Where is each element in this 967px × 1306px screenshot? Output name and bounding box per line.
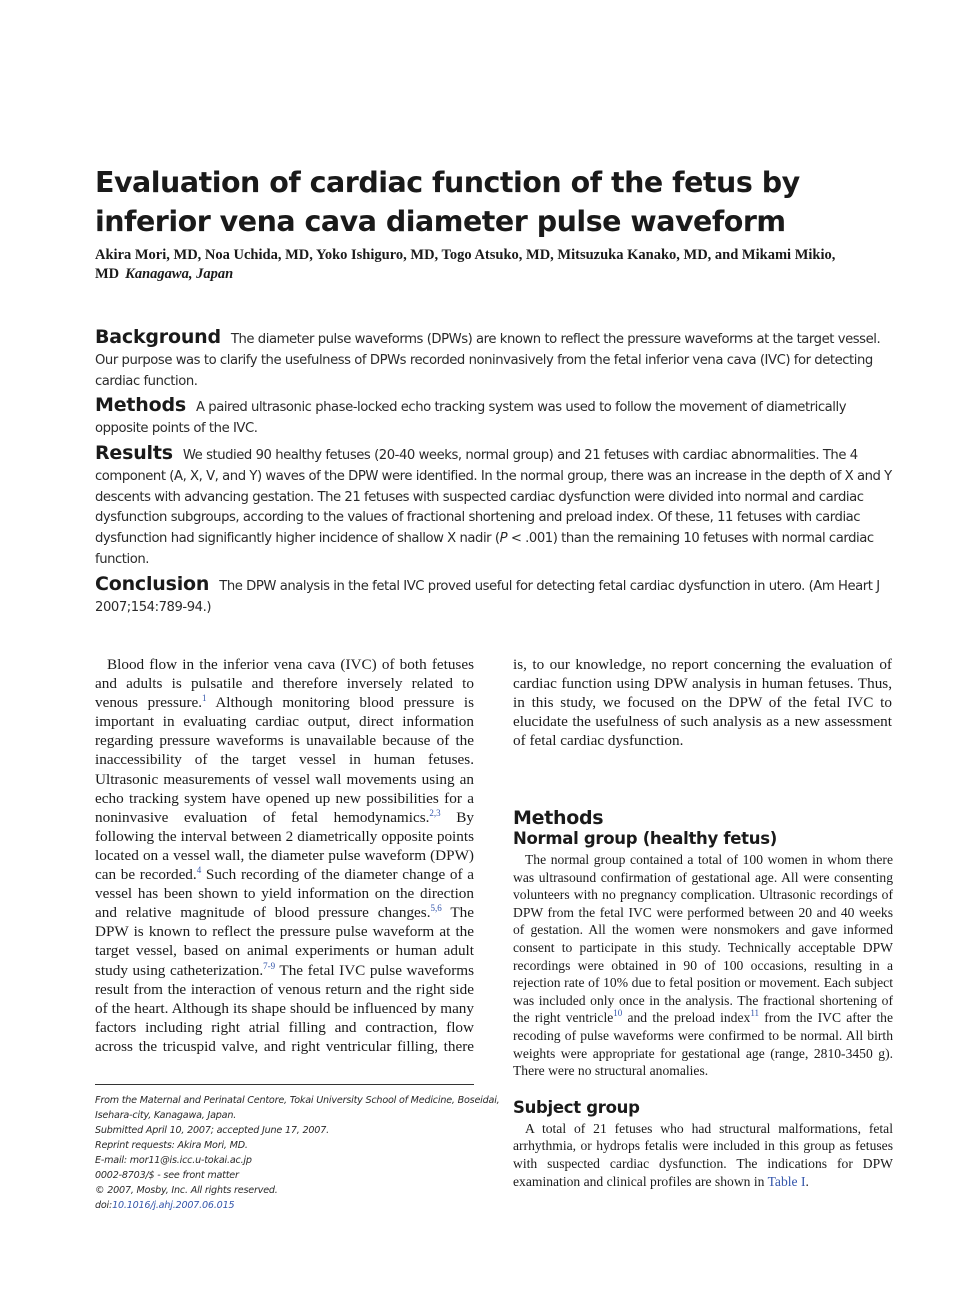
intro-text: The DPW is known to reflect the pressure pulse waveform at the target vessel, based on animal experiments or human adult study using catheterization. bbox=[95, 904, 474, 979]
subject-group-heading: Subject group bbox=[513, 1097, 640, 1117]
intro-paragraph bbox=[95, 655, 474, 1055]
abstract-conclusion-text: The DPW analysis in the fetal IVC proved useful for detecting fetal cardiac dysfunction in utero. (Am Heart J 2007;154:789-94.) bbox=[95, 578, 880, 615]
intro-text: Blood flow in the inferior vena cava (IVC) of both fetuses and adults is pulsatile and therefore inversely related to venous pressure. bbox=[95, 656, 474, 712]
doi-link[interactable]: 10.1016/j.ahj.2007.06.015 bbox=[112, 1200, 235, 1211]
author-names: Akira Mori, MD, Noa Uchida, MD, Yoko Ishiguro, MD, Togo Atsuko, MD, Mitsuzuka Kanako, MD, and Mikami Mikio, MD bbox=[95, 247, 836, 282]
intro-text: By following the interval between 2 diametrically opposite points located on a vessel wall, the diameter pulse waveform (DPW) can be recorded. bbox=[95, 808, 474, 884]
citation-ref[interactable]: 2,3 bbox=[429, 807, 441, 818]
abstract-conclusion-heading: Conclusion bbox=[95, 572, 210, 595]
footnote-divider bbox=[95, 1084, 474, 1085]
footnotes bbox=[95, 1093, 500, 1213]
subject-group-text: A total of 21 fetuses who had structural malformations, fetal arrhythmia, or hydrops fetalis were included in this group as fetuses with suspected cardiac dysfunction. The indications for DPW examination and clinical profiles are shown in bbox=[513, 1120, 893, 1189]
intro-text: Such recording of the diameter change of a vessel has been shown to yield information on the direction and relative magnitude of blood pressure changes. bbox=[95, 866, 474, 922]
abstract-background-heading: Background bbox=[95, 326, 221, 348]
citation-ref[interactable]: 4 bbox=[196, 865, 202, 876]
footnote-copyright: © 2007, Mosby, Inc. All rights reserved. bbox=[95, 1185, 278, 1196]
citation-ref[interactable]: 5,6 bbox=[430, 903, 442, 914]
methods-heading: Methods bbox=[513, 807, 604, 829]
normal-group-paragraph bbox=[513, 851, 893, 1080]
abstract-background bbox=[95, 327, 895, 392]
subject-group-text: . bbox=[805, 1173, 809, 1189]
footnote-email[interactable]: E-mail: mor11@is.icc.u-tokai.ac.jp bbox=[95, 1155, 252, 1166]
citation-ref[interactable]: 7-9 bbox=[263, 960, 276, 971]
abstract-results-p: P bbox=[499, 531, 508, 547]
abstract-results-text-2: < .001) than the remaining 10 fetuses with normal cardiac function. bbox=[95, 531, 874, 567]
right-column-continuation bbox=[513, 655, 893, 795]
footnote-affiliation: From the Maternal and Perinatal Centore, Tokai University School of Medicine, Boseidai, bbox=[95, 1095, 500, 1106]
footnote-issn: 0002-8703/$ - see front matter bbox=[95, 1170, 239, 1181]
abstract-methods-text: A paired ultrasonic phase-locked echo tracking system was used to follow the movement of diametrically opposite points of the IVC. bbox=[95, 400, 847, 437]
article-title: Evaluation of cardiac function of the fetus by inferior vena cava diameter pulse waveform bbox=[95, 166, 800, 238]
abstract-methods-heading: Methods bbox=[95, 394, 186, 417]
intro-text: Although monitoring blood pressure is important in evaluating cardiac output, direct information regarding pressure waveforms is unavailable because of the inaccessibility of the target vessel in human fetuses. Ultrasonic measurements of vessel wall movements using an echo tracking system have opened up new possibilities for a noninvasive evaluation of fetal hemodynamics. bbox=[95, 694, 474, 826]
abstract-results-heading: Results bbox=[95, 441, 173, 464]
normal-group-text: The normal group contained a total of 100 women in whom there was ultrasound confirmation of gestational age. All were consenting volunteers with no pregnancy complication. Ultrasonic recordings of DPW from the fetal IVC were performed between 20 and 40 weeks of gestation. All the women were nonsmokers and gave informed consent to participate in this study. Technically acceptable DPW recordings were obtained in 90 of 100 occasions, resulting in a rejection rate of 10% due to fetal position or movement. Each subject was included only once in the analysis. The fractional shortening of the right ventricle bbox=[513, 852, 893, 1026]
left-column bbox=[95, 655, 474, 1055]
author-location: Kanagawa, Japan bbox=[125, 266, 234, 282]
abstract-results bbox=[95, 443, 895, 571]
abstract bbox=[95, 327, 895, 621]
footnote-reprint: Reprint requests: Akira Mori, MD. bbox=[95, 1140, 248, 1151]
subject-group-paragraph bbox=[513, 1120, 893, 1190]
author-line bbox=[95, 246, 875, 284]
normal-group-text: and the preload index bbox=[622, 1010, 751, 1026]
doi-label: doi: bbox=[95, 1200, 113, 1211]
intro-paragraph-cont bbox=[513, 655, 892, 750]
footnote-affiliation-2: Isehara-city, Kanagawa, Japan. bbox=[95, 1110, 237, 1121]
intro-text-continued-cont: is, to our knowledge, no report concerning the evaluation of cardiac function using DPW analysis in human fetuses. Thus, in this study, we focused on the DPW of the fetal IVC to elucidate the usefulness of such analysis as a new assessment of fetal cardiac dysfunction. bbox=[513, 655, 892, 750]
abstract-methods bbox=[95, 395, 895, 440]
citation-ref[interactable]: 10 bbox=[613, 1008, 623, 1019]
citation-ref[interactable]: 1 bbox=[202, 693, 207, 704]
table-link[interactable]: Table I bbox=[767, 1173, 806, 1189]
footnote-submitted: Submitted April 10, 2007; accepted June 17, 2007. bbox=[95, 1125, 329, 1136]
normal-group-text: from the IVC after the recoding of pulse waveforms were confirmed to be normal. All birth weights were appropriate for gestational age (range, 2810-3450 g). There were no structural anomalies. bbox=[513, 1010, 893, 1079]
intro-text-continued: The fetal IVC pulse waveforms result from the interaction of venous return and the right side of the heart. Although its shape should be influenced by many factors including right atrial filling and contraction, flow across the tricuspid valve, and right ventricular filling, there bbox=[95, 961, 474, 1055]
abstract-results-text: We studied 90 healthy fetuses (20-40 weeks, normal group) and 21 fetuses with cardiac abnormalities. The 4 component (A, X, V, and Y) waves of the DPW were identified. In the normal group, there was an increase in the depth of X and Y descents with advancing gestation. The 21 fetuses with suspected cardiac dysfunction were divided into normal and cardiac dysfunction subgroups, according to the values of fractional shortening and preload index. Of these, 11 fetuses with cardiac dysfunction had significantly higher incidence of shallow X nadir ( bbox=[95, 447, 892, 547]
footnote-doi bbox=[95, 1198, 475, 1213]
citation-ref[interactable]: 11 bbox=[750, 1008, 759, 1019]
abstract-background-text: The diameter pulse waveforms (DPWs) are known to reflect the pressure waveforms at the target vessel. Our purpose was to clarify the usefulness of DPWs recorded noninvasively from the fetal inferior vena cava (IVC) for detecting cardiac function. bbox=[95, 332, 881, 389]
normal-group-heading: Normal group (healthy fetus) bbox=[513, 829, 777, 848]
abstract-conclusion bbox=[95, 574, 895, 619]
